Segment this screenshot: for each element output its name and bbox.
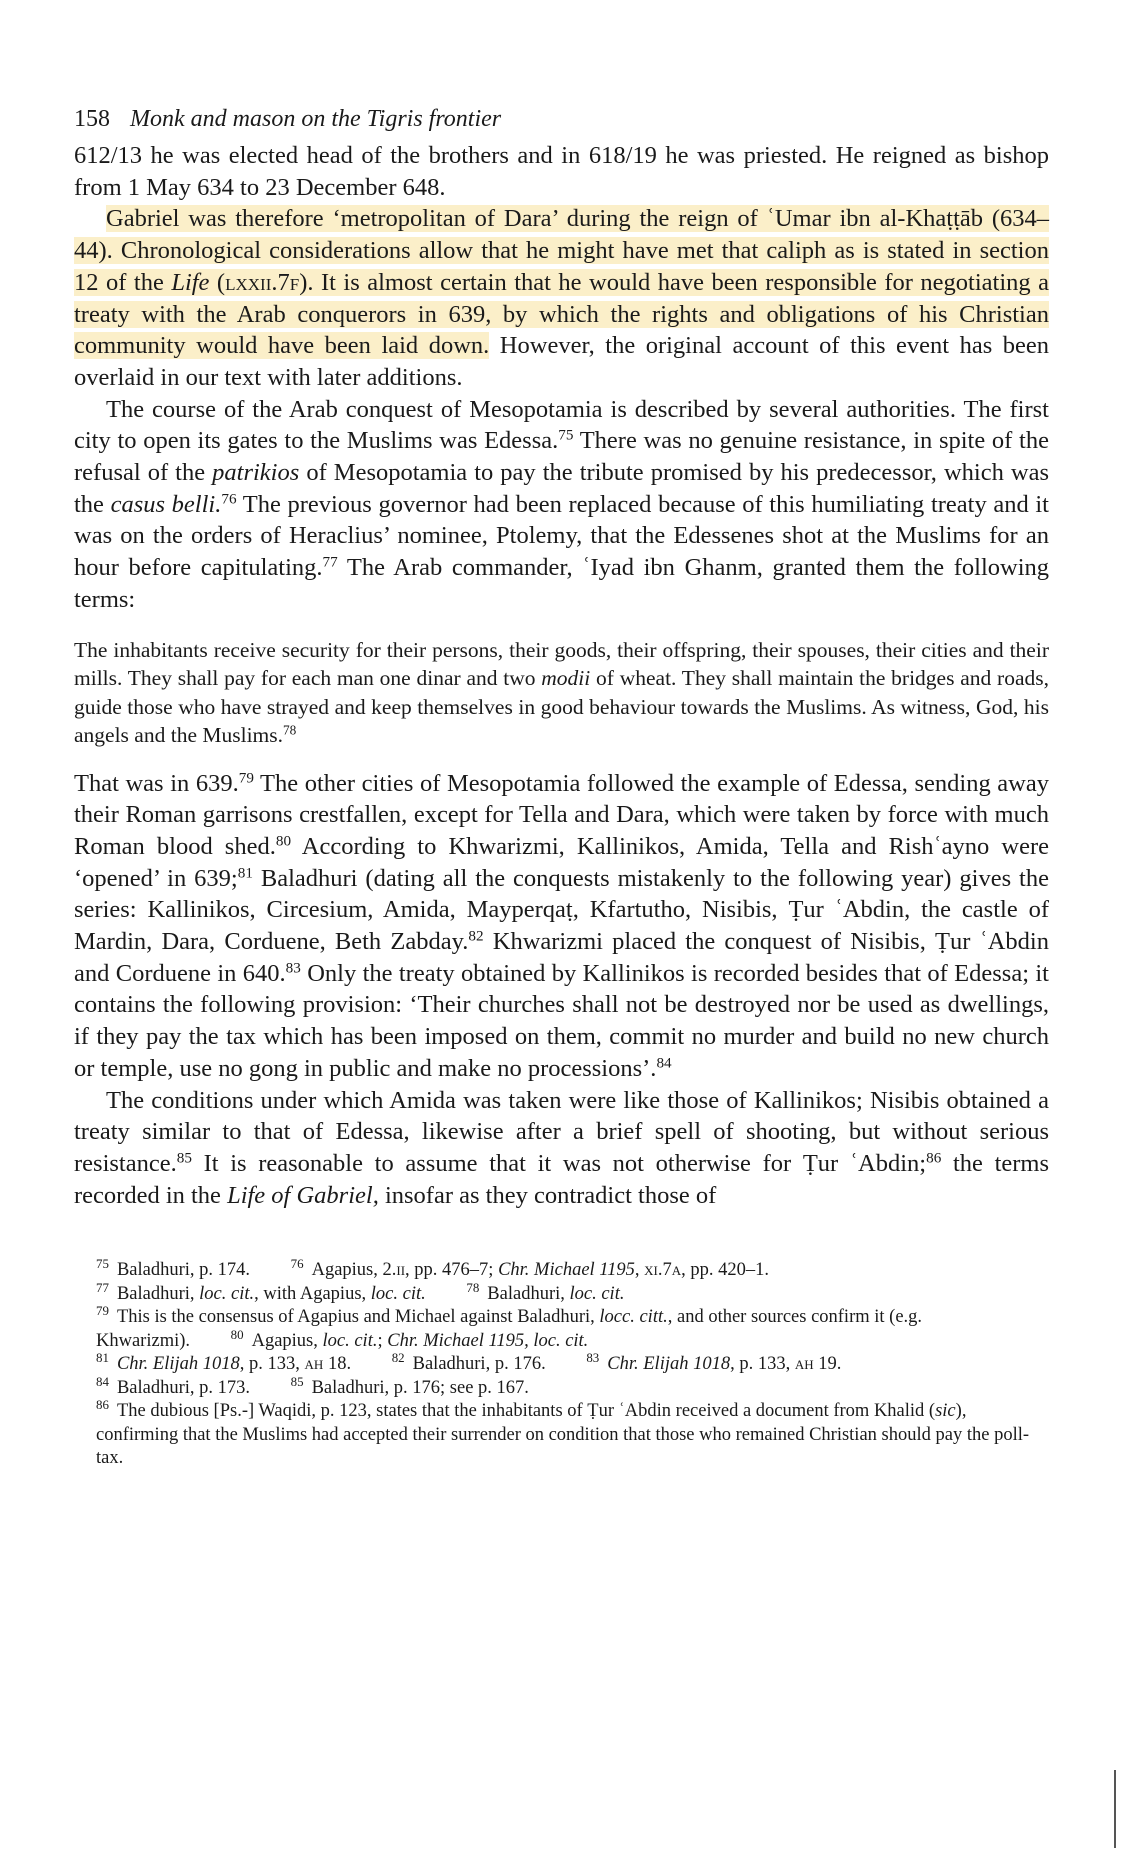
- footnote-text: Baladhuri,: [487, 1283, 570, 1304]
- italic-title: Life of Gabriel,: [227, 1181, 379, 1209]
- footnote-number: 78: [466, 1279, 480, 1295]
- footnote-text: loc. cit.: [569, 1283, 625, 1304]
- footnote-text: Agapius,: [311, 1260, 383, 1281]
- footnote-number: 86: [96, 1397, 109, 1413]
- footnote-text: loc. cit.: [370, 1283, 426, 1304]
- quote-text: [74, 636, 1049, 750]
- footnote-75: [96, 1256, 251, 1281]
- footnote-81: [96, 1350, 352, 1375]
- section-reference: lxxii.7f: [225, 268, 300, 296]
- footnote-ref[interactable]: 77: [322, 553, 338, 571]
- footnote-line: [74, 1279, 1049, 1307]
- footnote-number: 84: [96, 1373, 109, 1389]
- paragraph-text: Khwarizmi placed the conquest of Nisibis, Ṭur ʿAbdin and Corduene in 640.: [74, 928, 1049, 987]
- footnote-text: , with Agapius,: [254, 1283, 371, 1304]
- footnote-ref[interactable]: 81: [237, 864, 253, 882]
- footnote-text: , p. 133,: [239, 1354, 305, 1375]
- footnote-text: loc. cit.: [322, 1330, 378, 1351]
- footnote-line: [74, 1373, 1049, 1401]
- paragraph-text: Only the treaty obtained by Kallinikos is recorded besides that of Edessa; it contains the following provision: ‘Their churches shall not be destroyed nor be used as dwellings, if they pay the tax which has been imposed on them, commit no murder and build no new church or temple, use no gong in public and make no processions’.: [74, 959, 1049, 1082]
- footnote-line: [74, 1397, 1049, 1471]
- footnote-77: [96, 1279, 426, 1304]
- footnote-text: Baladhuri, p. 176.: [412, 1354, 546, 1375]
- paragraph-text: The conditions under which Amida was taken were like those of Kallinikos; Nisibis obtained a treaty similar to that of Edessa, likewise after a brief spell of shooting, but without serious resistance.: [74, 1086, 1049, 1177]
- footnote-text: ah: [304, 1354, 324, 1375]
- footnote-text: This is the consensus of Agapius and Michael against Baladhuri,: [116, 1307, 600, 1328]
- footnote-text: Chr. Michael 1195: [498, 1260, 635, 1281]
- footnote-text: Agapius,: [251, 1330, 323, 1351]
- footnote-text: Chr. Michael 1195, loc. cit.: [387, 1330, 589, 1351]
- running-head: [74, 104, 1049, 134]
- footnote-ref[interactable]: 76: [221, 490, 237, 508]
- footnote-86: [96, 1397, 1030, 1469]
- footnote-text: Baladhuri, p. 176; see p. 167.: [311, 1377, 529, 1398]
- footnote-text: loc. cit.: [199, 1283, 255, 1304]
- footnote-ref[interactable]: 82: [468, 927, 484, 945]
- highlight-text: (: [209, 268, 226, 296]
- footnote-number: 80: [230, 1326, 244, 1342]
- footnote-text: Baladhuri, p. 173.: [116, 1377, 251, 1398]
- footnote-text: , pp. 420–1.: [681, 1260, 770, 1281]
- quote-segment: The inhabitants receive security for their persons, their goods, their offspring, their spouses, their cities and their mills. They shall pay for each man one dinar and two: [74, 637, 1049, 691]
- paragraph-2: [74, 203, 1049, 393]
- footnote-text: The dubious [Ps.-] Waqidi, p. 123, states that the inhabitants of Ṭur ʿAbdin received a document from Khalid (: [116, 1401, 936, 1422]
- footnote-ref[interactable]: 84: [656, 1054, 672, 1072]
- footnote-text: ;: [377, 1330, 388, 1351]
- footnote-number: 85: [290, 1373, 304, 1389]
- paragraph-text: The Arab commander, ʿIyad ibn Ghanm, granted them the following terms:: [74, 554, 1049, 613]
- paragraph-text: 612/13 he was elected head of the brothers and in 618/19 he was priested. He reigned as bishop from 1 May 634 to 23 December 648.: [74, 142, 1049, 201]
- footnote-text: 18.: [323, 1354, 352, 1375]
- footnote-ref[interactable]: 86: [926, 1149, 942, 1167]
- footnote-number: 75: [96, 1256, 109, 1272]
- footnote-ref[interactable]: 80: [275, 832, 292, 850]
- footnotes: [74, 1256, 1049, 1471]
- footnote-85: [290, 1373, 529, 1398]
- italic-term: casus belli.: [110, 490, 222, 518]
- footnote-text: Baladhuri, p. 174.: [116, 1260, 251, 1281]
- paragraph-text: The course of the Arab conquest of Mesopotamia is described by several authorities. The first city to open its gates to the Muslims was Edessa.: [74, 395, 1049, 455]
- paragraph-text: The other cities of Mesopotamia followed the example of Edessa, sending away their Roman garrisons crestfallen, except for Tella and Dara, which were taken by force with much Roman blood shed.: [74, 769, 1049, 860]
- italic-title: Life: [171, 268, 210, 296]
- paragraph-text: insofar as they contradict those of: [378, 1181, 717, 1209]
- footnote-ref[interactable]: 78: [283, 722, 297, 738]
- main-text-continued: [74, 768, 1049, 1212]
- highlight-text: ). It is almost certain that he would have been responsible for negotiating a treaty with the Arab conquerors in 639, by which the rights and obligations of his Christian community would have been laid down.: [74, 268, 1049, 360]
- footnote-text: Chr. Elijah 1018: [116, 1354, 240, 1375]
- footnote-line: [74, 1350, 1049, 1377]
- footnote-ref[interactable]: 83: [285, 959, 301, 977]
- footnote-ref[interactable]: 79: [238, 769, 254, 787]
- footnote-text: ), confirming that the Muslims had accepted their surrender on condition that those who remained Christian should pay the poll-tax.: [96, 1401, 1030, 1469]
- paragraph-text: of Mesopotamia to pay the tribute promised by his predecessor, which was the: [74, 459, 1049, 518]
- main-text: [74, 140, 1049, 616]
- paragraph-text: the terms recorded in the: [74, 1149, 1049, 1209]
- block-quote: [74, 636, 1049, 750]
- paragraph-text: It is reasonable to assume that it was not otherwise for Ṭur ʿAbdin;: [191, 1149, 927, 1177]
- quote-segment: of wheat. They shall maintain the bridges and roads, guide those who have strayed and keep themselves in good behaviour towards the Muslims. As witness, God, his angels and the Muslims.: [74, 666, 1049, 748]
- footnote-number: 83: [586, 1350, 600, 1366]
- footnote-text: xi.7a: [644, 1260, 682, 1281]
- footnote-82: [391, 1350, 546, 1375]
- book-page: [74, 104, 1049, 1471]
- highlight-text: Gabriel was therefore ‘metropolitan of Dara’ during the reign of ʿUmar ibn al-Khaṭṭāb (634–44). Chronological considerations allow that he might have met that caliph as is stated in section 12 of the: [74, 205, 1049, 296]
- footnote-text: Baladhuri,: [116, 1283, 200, 1304]
- paragraph-text: That was in 639.: [74, 769, 239, 797]
- footnote-line: [74, 1303, 1049, 1353]
- footnote-text: 19.: [813, 1354, 842, 1375]
- footnote-text: , p. 133,: [730, 1354, 795, 1375]
- page-number: 158: [74, 106, 110, 132]
- footnote-83: [586, 1350, 842, 1375]
- footnote-76: [290, 1256, 770, 1281]
- footnote-80: [230, 1326, 589, 1351]
- paragraph-text: According to Khwarizmi, Kallinikos, Amida, Tella and Rishʿayno were ‘opened’ in 639;: [74, 832, 1049, 892]
- italic-term: patrikios: [212, 459, 300, 487]
- footnote-number: 77: [96, 1279, 109, 1295]
- footnote-text: 2.ii: [382, 1260, 406, 1281]
- footnote-text: ah: [794, 1354, 814, 1375]
- footnote-ref[interactable]: 85: [176, 1149, 192, 1167]
- footnote-text: , and other sources confirm it (e.g. Khwarizmi).: [96, 1307, 923, 1351]
- paragraph-text: The previous governor had been replaced because of this humiliating treaty and it was on the orders of Heraclius’ nominee, Ptolemy, that the Edessenes shot at the Muslims for an hour before capitulating.: [74, 490, 1049, 582]
- italic-term: modii: [541, 666, 591, 691]
- paragraph-text: There was no genuine resistance, in spite of the refusal of the: [74, 427, 1049, 487]
- paragraph-5: [74, 1085, 1049, 1212]
- footnote-text: ,: [634, 1260, 645, 1281]
- footnote-number: 79: [96, 1303, 109, 1319]
- footnote-84: [96, 1373, 251, 1398]
- paragraph-4: [74, 768, 1049, 1085]
- footnote-text: locc. citt.: [599, 1307, 668, 1328]
- footnote-line: [74, 1256, 1049, 1283]
- paragraph-text: However, the original account of this event has been overlaid in our text with later additions.: [74, 332, 1050, 391]
- running-title: Monk and mason on the Tigris frontier: [130, 106, 502, 132]
- paragraph-1: [74, 140, 1049, 203]
- footnote-text: , pp. 476–7;: [405, 1260, 499, 1281]
- footnote-number: 81: [96, 1350, 109, 1366]
- footnote-text: Chr. Elijah 1018: [607, 1354, 731, 1375]
- page-edge-mark: [1114, 1770, 1116, 1848]
- paragraph-3: [74, 394, 1049, 616]
- footnote-number: 82: [391, 1350, 405, 1366]
- paragraph-text: Baladhuri (dating all the conquests mistakenly to the following year) gives the series: Kallinikos, Circesium, Amida, Mayperqaṭ, Kfartutho, Nisibis, Ṭur ʿAbdin, the castle of Mardin, Dara, Corduene, Beth Zabday.: [74, 864, 1049, 956]
- footnote-78: [466, 1279, 625, 1304]
- footnote-ref[interactable]: 75: [558, 426, 574, 444]
- footnote-number: 76: [290, 1256, 304, 1272]
- footnote-text: sic: [935, 1401, 956, 1422]
